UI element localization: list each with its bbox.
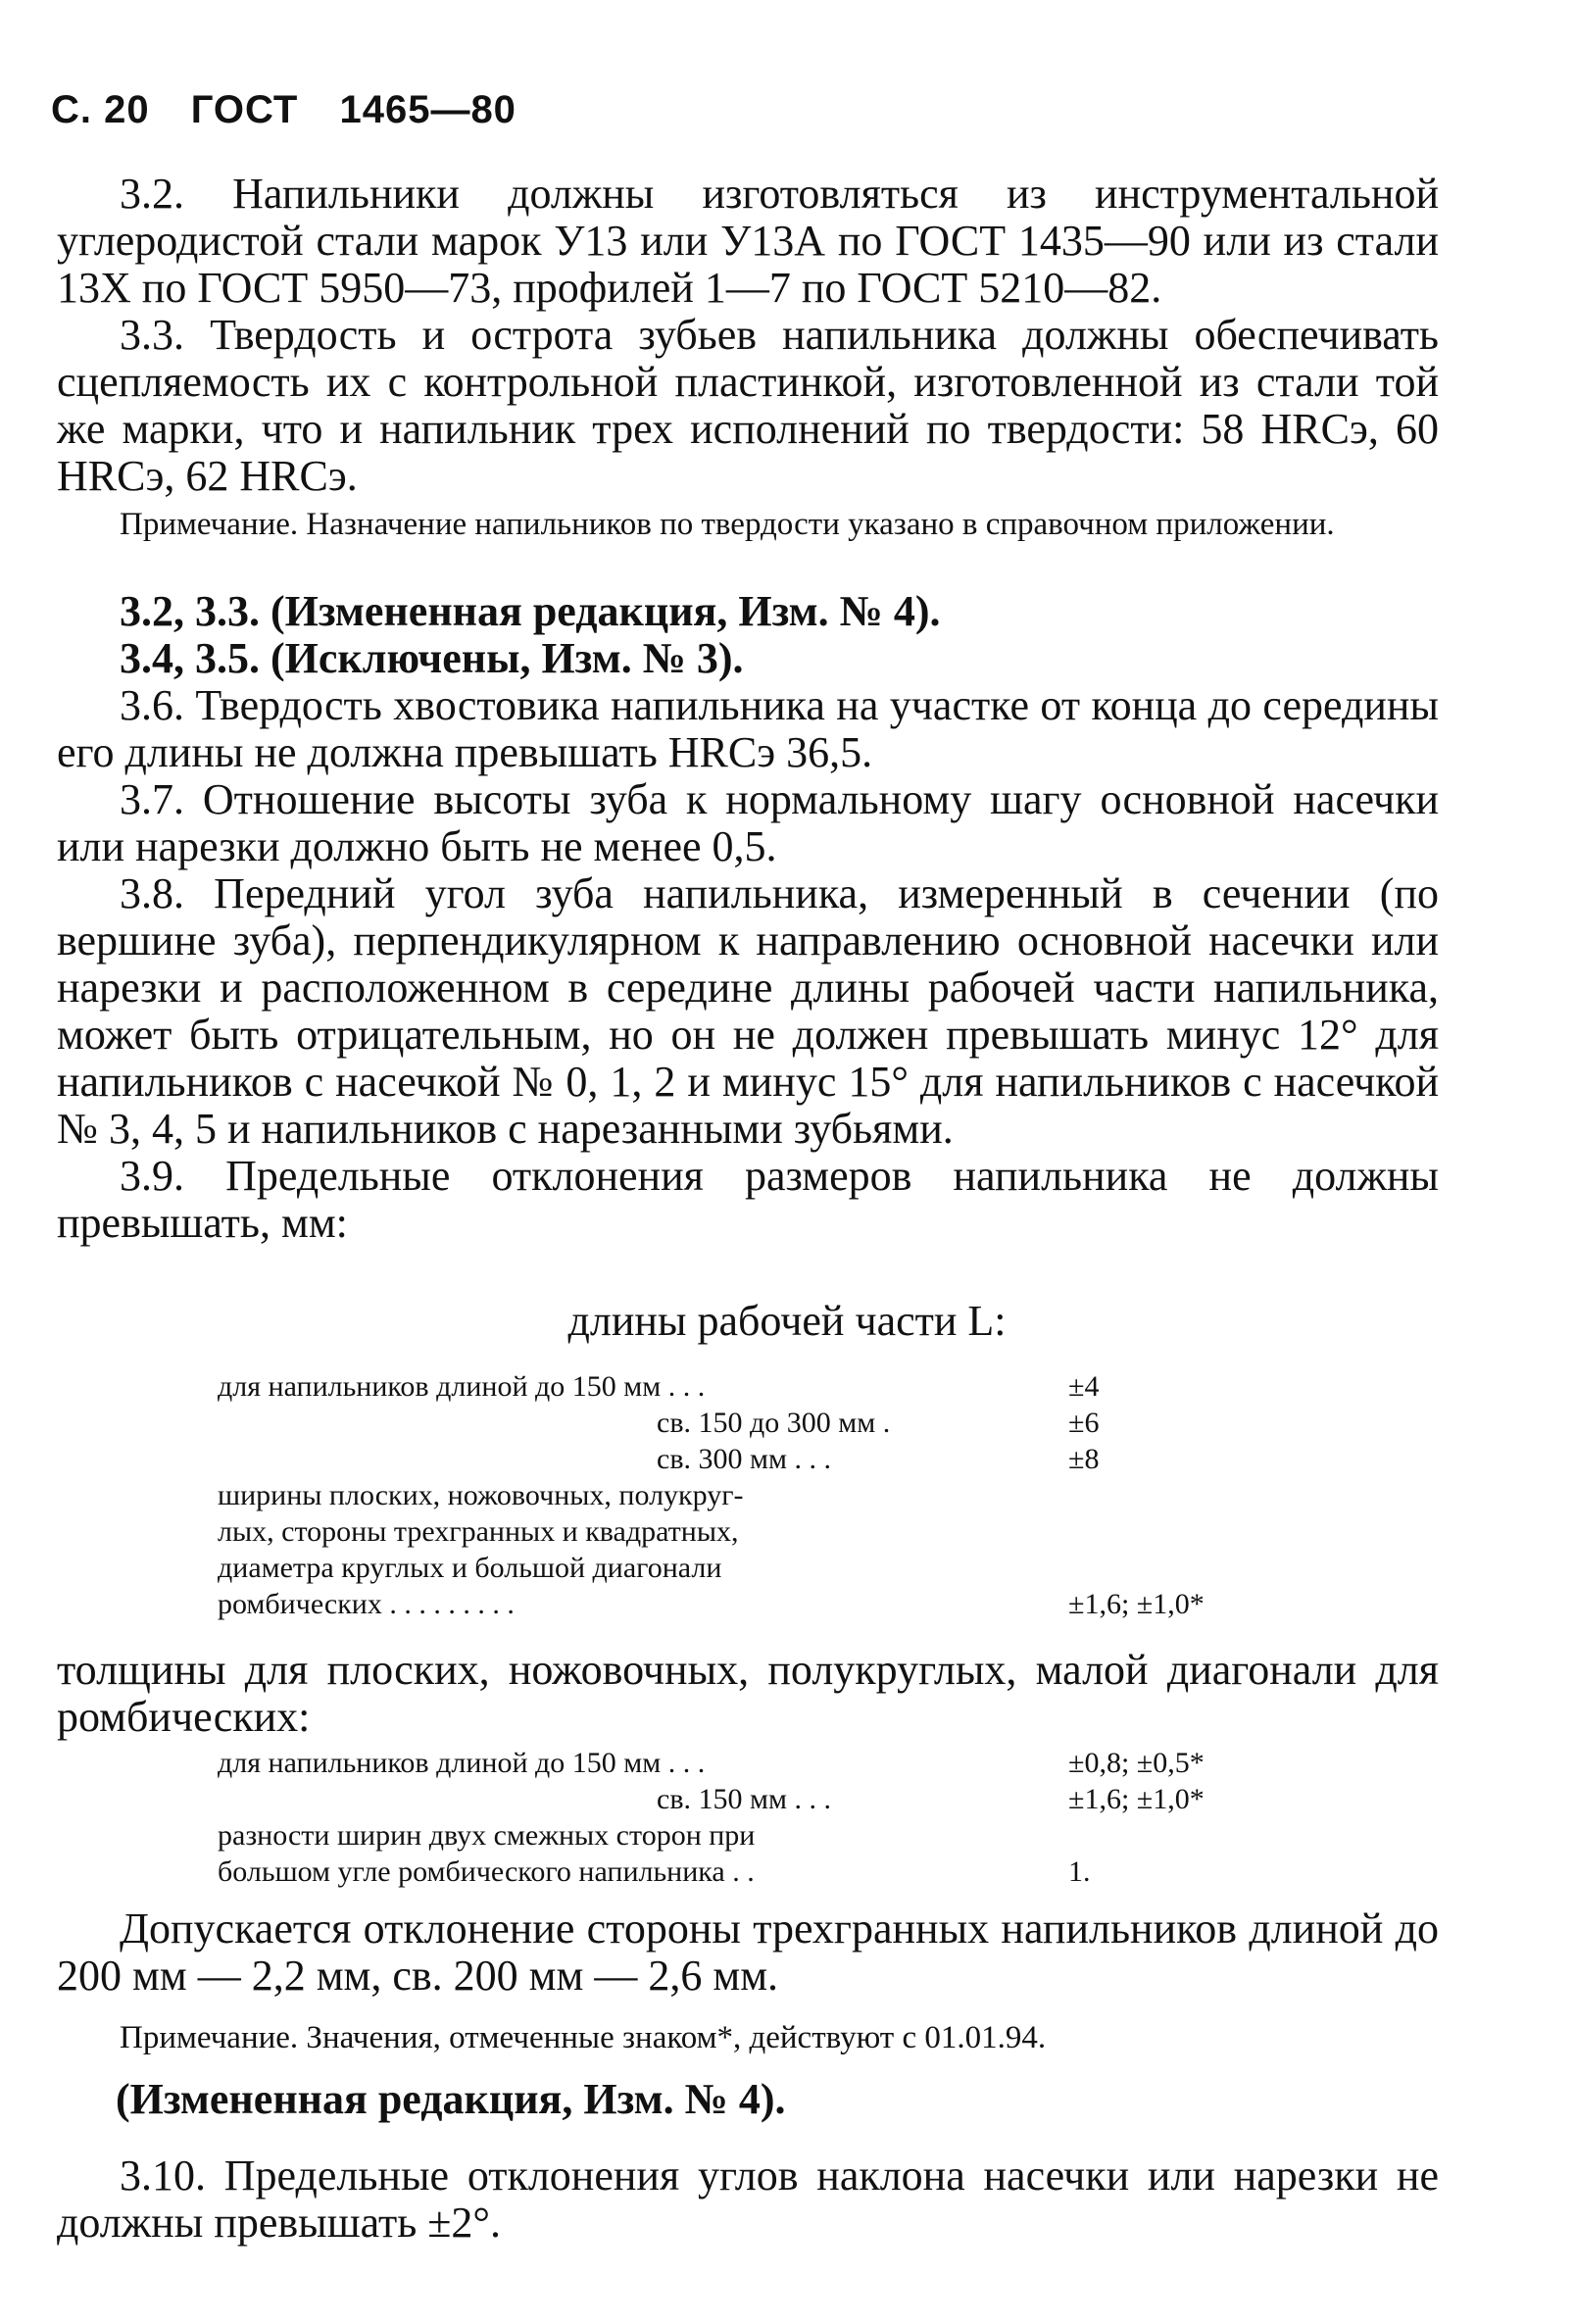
standard-number: 1465—80: [339, 88, 516, 131]
page-header: [51, 88, 546, 132]
allowance-block: [57, 1905, 1439, 2000]
standard-label: ГОСТ: [190, 88, 299, 131]
note-hardness: Примечание. Назначение напильников по твердости указано в справочном приложении.: [120, 507, 1335, 542]
length-heading: длины рабочей части L:: [567, 1297, 1007, 1345]
amendment-3-4-3-5: 3.4, 3.5. (Исключены, Изм. № 3).: [120, 634, 744, 682]
length-row-value: ±4: [1068, 1370, 1100, 1403]
length-tolerances: [218, 1368, 1296, 1622]
thickness-heading-block: [57, 1647, 1439, 1741]
diff-line: разности ширин двух смежных сторон при: [218, 1819, 756, 1852]
length-row-label: св. 300 мм . . .: [657, 1443, 831, 1475]
section-middle: [57, 588, 1439, 1247]
thickness-row-value: ±1,6; ±1,0*: [1068, 1783, 1205, 1815]
width-line: ромбических . . . . . . . . . ±1,6; ±1,0*: [218, 1588, 1205, 1620]
width-value: ±1,6; ±1,0*: [1068, 1588, 1205, 1620]
clause-3-8: 3.8. Передний угол зуба напильника, измеренный в сечении (по вершине зуба), перпендикулярном к направлению основной насечки или нарезки и расположенном в середине длины рабочей части напильника, может быть отрицательным, но он не должен превышать минус 12° для напильников с насечкой № 0, 1, 2 и минус 15° для напильников с насечкой № 3, 4, 5 и напильников с нарезанными зубьями.: [57, 869, 1439, 1153]
width-line: лых, стороны трехгранных и квадратных,: [218, 1515, 739, 1548]
length-row-value: ±8: [1068, 1443, 1100, 1475]
thickness-tolerances: [218, 1745, 1296, 1890]
length-row-label: св. 150 до 300 мм .: [657, 1407, 891, 1439]
length-row: [218, 1441, 1296, 1477]
thickness-row-value: ±0,8; ±0,5*: [1068, 1747, 1205, 1779]
width-line: ширины плоских, ножовочных, полукруг-: [218, 1479, 744, 1511]
length-row-label: для напильников длиной до 150 мм . . .: [218, 1370, 706, 1403]
clause-3-10: 3.10. Предельные отклонения углов наклона насечки или нарезки не должны превышать ±2°.: [57, 2151, 1439, 2247]
thickness-row: [218, 1745, 1296, 1781]
thickness-heading: толщины для плоских, ножовочных, полукруглых, малой диагонали для ромбических:: [57, 1646, 1439, 1741]
clause-3-9: 3.9. Предельные отклонения размеров напильника не должны превышать, мм:: [57, 1152, 1439, 1247]
section-top: [57, 171, 1439, 500]
clause-3-2: 3.2. Напильники должны изготовляться из инструментальной углеродистой стали марок У13 или У13А по ГОСТ 1435—90 или из стали 13Х по ГОСТ 5950—73, профилей 1—7 по ГОСТ 5210—82.: [57, 170, 1439, 312]
amendment-3-9: (Измененная редакция, Изм. № 4).: [116, 2075, 786, 2123]
thickness-row-label: для напильников длиной до 150 мм . . .: [218, 1747, 706, 1779]
width-line: диаметра круглых и большой диагонали: [218, 1552, 722, 1584]
diff-line: большом угле ромбического напильника . . 1.: [218, 1855, 1091, 1888]
length-row-value: ±6: [1068, 1407, 1100, 1439]
amendment-3-2-3-3: 3.2, 3.3. (Измененная редакция, Изм. № 4).: [120, 587, 941, 635]
allowance-text: Допускается отклонение стороны трехгранных напильников длиной до 200 мм — 2,2 мм, св. 200 мм — 2,6 мм.: [57, 1904, 1439, 2000]
length-row: [218, 1405, 1296, 1441]
clause-3-6: 3.6. Твердость хвостовика напильника на участке от конца до середины его длины не должна превышать HRCэ 36,5.: [57, 681, 1439, 776]
thickness-row-label: св. 150 мм . . .: [657, 1783, 831, 1815]
thickness-row: [218, 1781, 1296, 1817]
page-number: С. 20: [51, 88, 150, 131]
length-row: [218, 1368, 1296, 1405]
section-bottom: [57, 2076, 1439, 2247]
clause-3-3: 3.3. Твердость и острота зубьев напильника должны обеспечивать сцепляемость их с контрольной пластинкой, изготовленной из стали той же марки, что и напильник трех исполнений по твердости: 58 HRCэ, 60 HRCэ, 62 HRCэ.: [57, 311, 1439, 500]
note-star: Примечание. Значения, отмеченные знаком*, действуют с 01.01.94.: [120, 2020, 1047, 2055]
clause-3-7: 3.7. Отношение высоты зуба к нормальному шагу основной насечки или нарезки должно быть не менее 0,5.: [57, 775, 1439, 870]
diff-value: 1.: [1068, 1855, 1091, 1888]
